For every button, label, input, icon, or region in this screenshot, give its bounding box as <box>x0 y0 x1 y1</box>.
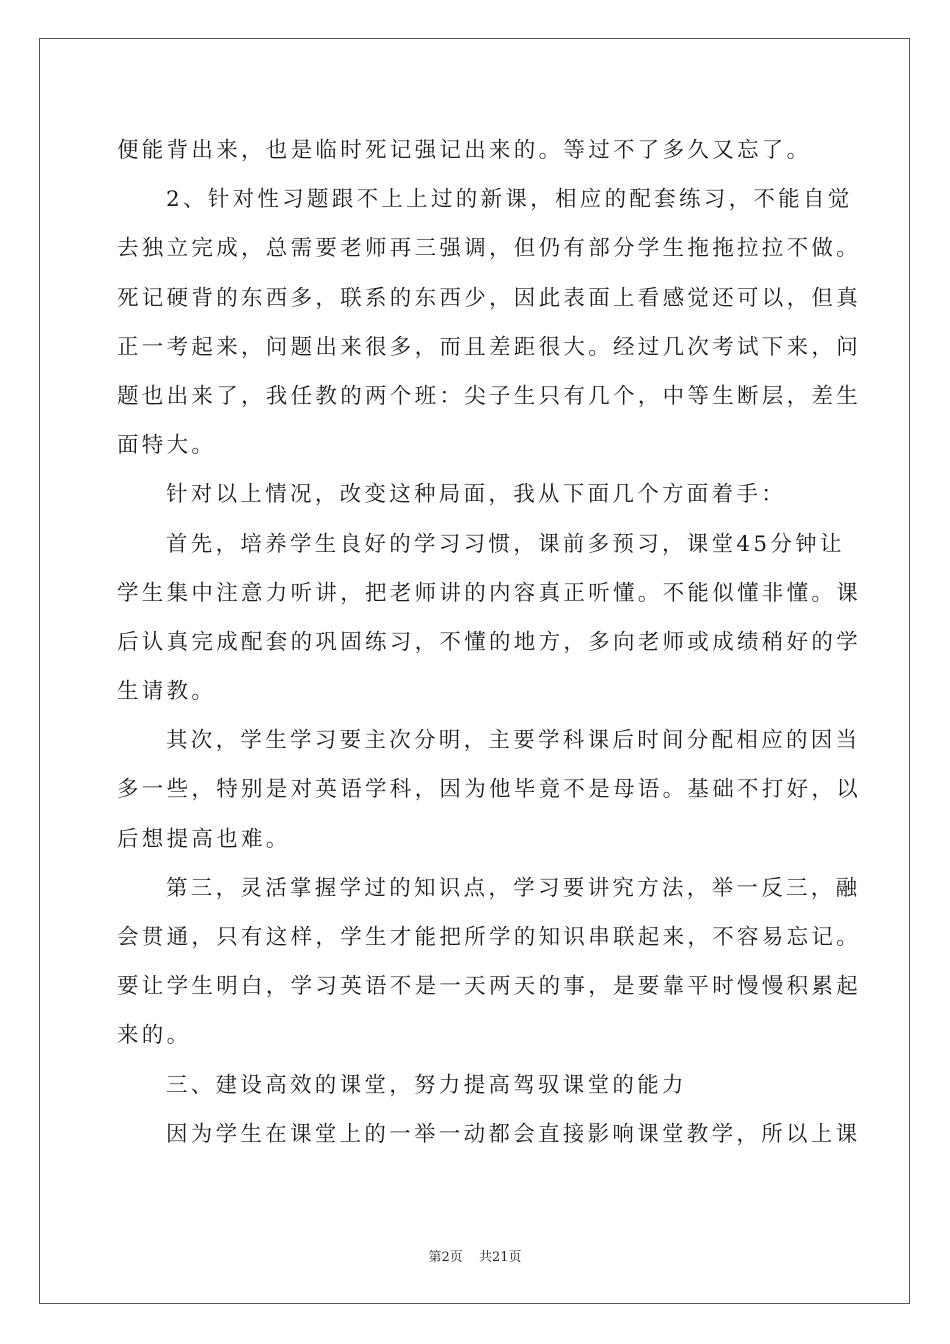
document-body <box>117 126 862 1159</box>
text-line: 首先，培养学生良好的学习习惯，课前多预习，课堂45分钟让 <box>166 531 845 557</box>
page-total: 共21页 <box>478 1250 522 1265</box>
text-line: 生请教。 <box>117 679 217 705</box>
text-line: 学生集中注意力听讲，把老师讲的内容真正听懂。不能似懂非懂。课 <box>117 580 862 606</box>
page-footer <box>0 1246 950 1265</box>
section-heading: 三、建设高效的课堂，努力提高驾驭课堂的能力 <box>166 1072 687 1098</box>
text-line: 面特大。 <box>117 433 217 459</box>
text-line: 要让学生明白，学习英语不是一天两天的事，是要靠平时慢慢积累起 <box>117 974 862 1000</box>
text-line: 第三，灵活掌握学过的知识点，学习要讲究方法，举一反三，融 <box>166 875 861 901</box>
text-line: 后认真完成配套的巩固练习，不懂的地方，多向老师或成绩稍好的学 <box>117 629 862 655</box>
text-line: 会贯通，只有这样，学生才能把所学的知识串联起来，不容易忘记。 <box>117 925 862 950</box>
text-line: 2、针对性习题跟不上上过的新课，相应的配套练习，不能自觉 <box>166 187 853 213</box>
text-line: 便能背出来，也是临时死记强记出来的。等过不了多久又忘了。 <box>117 138 812 163</box>
text-line: 来的。 <box>117 1023 192 1049</box>
text-line: 正一考起来，问题出来很多，而且差距很大。经过几次考试下来，问 <box>117 334 862 360</box>
text-line: 死记硬背的东西多，联系的东西少，因此表面上看感觉还可以，但真 <box>117 285 862 311</box>
text-line: 因为学生在课堂上的一举一动都会直接影响课堂教学，所以上课 <box>166 1121 861 1147</box>
page-number: 第2页 <box>428 1250 463 1265</box>
text-line: 后想提高也难。 <box>117 826 291 852</box>
text-line: 题也出来了，我任教的两个班：尖子生只有几个，中等生断层，差生 <box>117 383 862 409</box>
text-line: 多一些，特别是对英语学科，因为他毕竟不是母语。基础不打好，以 <box>117 777 862 803</box>
text-line: 其次，学生学习要主次分明，主要学科课后时间分配相应的因当 <box>166 728 861 754</box>
text-line: 去独立完成，总需要老师再三强调，但仍有部分学生拖拖拉拉不做。 <box>117 236 862 262</box>
text-line: 针对以上情况，改变这种局面，我从下面几个方面着手： <box>166 482 787 508</box>
